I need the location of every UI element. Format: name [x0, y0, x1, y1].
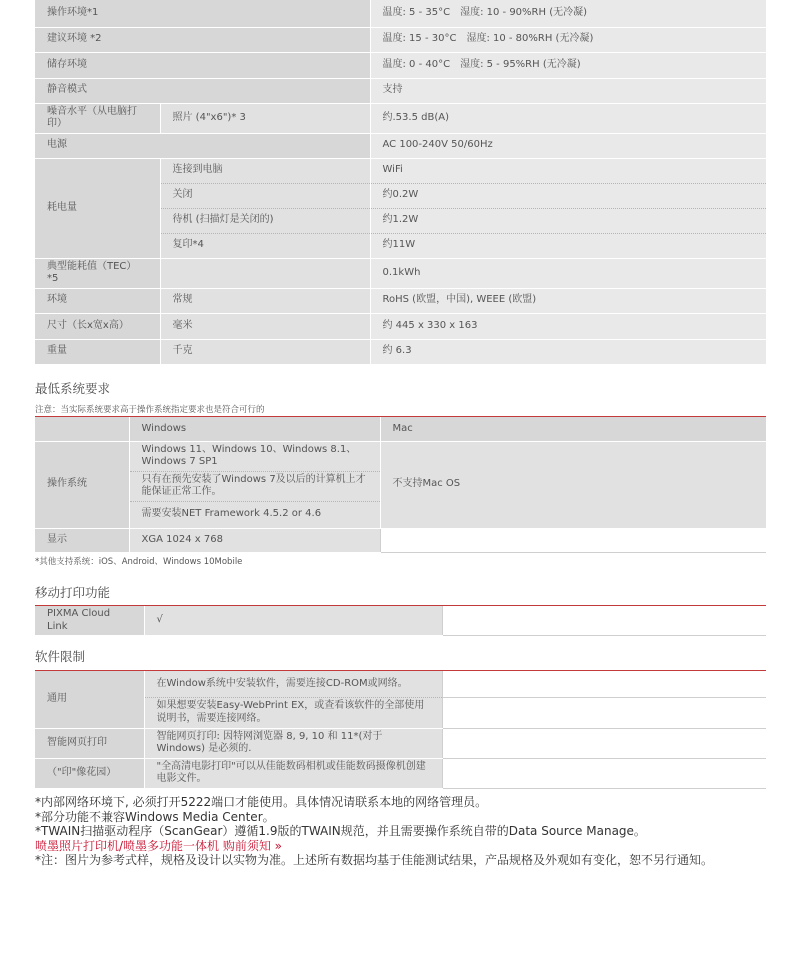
spec-value: WiFi — [370, 158, 766, 183]
smart-web-label: 智能网页打印 — [35, 728, 144, 758]
windows-note: 只有在预先安装了Windows 7及以后的计算机上才能保证正常工作。 — [129, 471, 380, 501]
spec-value: 温度: 5 - 35°C 湿度: 10 - 90%RH (无冷凝) — [370, 0, 766, 27]
sysreq-table — [35, 417, 766, 553]
footer-note: *内部网络环境下, 必须打开5222端口才能使用。具体情况请联系本地的网络管理员。 — [35, 795, 488, 809]
os-label: 操作系统 — [35, 441, 129, 528]
table-row — [35, 758, 766, 788]
windows-versions: Windows 11、Windows 10、Windows 8.1、Windows 7 SP1 — [129, 441, 380, 471]
table-row — [35, 728, 766, 758]
spec-label: 电源 — [35, 133, 370, 158]
table-row — [35, 697, 766, 728]
spec-sublabel: 千克 — [160, 339, 370, 364]
table-row — [35, 528, 766, 552]
spec-value: 约0.2W — [370, 183, 766, 208]
spec-label: 尺寸（长x宽x高） — [35, 313, 160, 339]
table-row — [35, 671, 766, 697]
display-mac-empty — [380, 528, 766, 552]
spec-sublabel: 连接到电脑 — [160, 158, 370, 183]
general-empty-2 — [442, 697, 766, 728]
table-row — [35, 441, 766, 471]
spec-row — [35, 258, 766, 288]
footer-note: *部分功能不兼容Windows Media Center。 — [35, 809, 275, 824]
footer-disclaimer: *注：图片为参考式样，规格及设计以实物为准。上述所有数据均基于佳能测试结果，产品规格及外观如有变化，恕不另行通知。 — [35, 853, 714, 868]
spec-sublabel: 毫米 — [160, 313, 370, 339]
spec-label: 静音模式 — [35, 78, 370, 103]
cloud-link-check: √ — [144, 606, 442, 636]
spec-value: 约.53.5 dB(A) — [370, 103, 766, 133]
table-header-empty — [35, 417, 129, 441]
garden-label: （"印"像花园） — [35, 758, 144, 788]
sysreq-footnote: *其他支持系统：iOS、Android、Windows 10Mobile — [35, 557, 243, 567]
spec-value: RoHS (欧盟，中国), WEEE (欧盟) — [370, 288, 766, 313]
spec-value: 约11W — [370, 233, 766, 258]
spec-value: 约1.2W — [370, 208, 766, 233]
spec-sublabel: 关闭 — [160, 183, 370, 208]
column-header-windows: Windows — [129, 417, 380, 441]
spec-value: AC 100-240V 50/60Hz — [370, 133, 766, 158]
mobile-title: 移动打印功能 — [35, 585, 111, 600]
sysreq-title: 最低系统要求 — [35, 381, 111, 396]
table-row — [35, 417, 766, 441]
spec-value: 0.1kWh — [370, 258, 766, 288]
spec-sublabel — [160, 258, 370, 288]
general-webprint: 如果想要安装Easy-WebPrint EX，或查看该软件的全部使用说明书，需要连接网络。 — [144, 697, 442, 728]
mobile-table — [35, 606, 766, 636]
windows-framework: 需要安装NET Framework 4.5.2 or 4.6 — [129, 501, 380, 528]
footer-note: *TWAIN扫描驱动程序（ScanGear）遵循1.9版的TWAIN规范，并且需要操作系统自带的Data Source Manage。 — [35, 824, 646, 839]
spec-row — [35, 133, 766, 158]
display-label: 显示 — [35, 528, 129, 552]
general-label: 通用 — [35, 671, 144, 728]
spec-label: 操作环境*1 — [35, 0, 370, 27]
mac-support: 不支持Mac OS — [380, 441, 766, 528]
software-title: 软件限制 — [35, 649, 86, 664]
table-row — [35, 606, 766, 636]
spec-label: 噪音水平（从电脑打印） — [35, 103, 160, 133]
spec-value: 约 6.3 — [370, 339, 766, 364]
cloud-link-label: PIXMA Cloud Link — [35, 606, 144, 636]
spec-sublabel: 照片 (4"x6")* 3 — [160, 103, 370, 133]
spec-row — [35, 313, 766, 339]
spec-label: 环境 — [35, 288, 160, 313]
smart-web-empty — [442, 728, 766, 758]
column-header-mac: Mac — [380, 417, 766, 441]
general-install: 在Window系统中安装软件，需要连接CD-ROM或网络。 — [144, 671, 442, 697]
display-value: XGA 1024 x 768 — [129, 528, 380, 552]
spec-row — [35, 103, 766, 133]
spec-table — [35, 0, 766, 365]
sysreq-note: 注意：当实际系统要求高于操作系统指定要求也是符合可行的 — [35, 405, 265, 415]
spec-value: 支持 — [370, 78, 766, 103]
spec-label: 耗电量 — [35, 158, 160, 258]
spec-row — [35, 0, 766, 27]
spec-value: 约 445 x 330 x 163 — [370, 313, 766, 339]
spec-label: 建议环境 *2 — [35, 27, 370, 52]
cloud-link-empty — [442, 606, 766, 636]
purchase-notice-link[interactable]: 喷墨照片打印机/喷墨多功能一体机 购前须知 » — [35, 838, 283, 853]
spec-value: 温度: 0 - 40°C 湿度: 5 - 95%RH (无冷凝) — [370, 52, 766, 78]
spec-label: 储存环境 — [35, 52, 370, 78]
smart-web-value: 智能网页打印: 因特网浏览器 8, 9, 10 和 11*(对于 Windows) 是必须的. — [144, 728, 442, 758]
spec-sublabel: 常规 — [160, 288, 370, 313]
spec-label: 重量 — [35, 339, 160, 364]
spec-row — [35, 78, 766, 103]
spec-label: 典型能耗值（TEC）*5 — [35, 258, 160, 288]
spec-row — [35, 288, 766, 313]
spec-row — [35, 52, 766, 78]
general-empty-1 — [442, 671, 766, 697]
garden-value: "全高清电影打印"可以从佳能数码相机或佳能数码摄像机创建电影文件。 — [144, 758, 442, 788]
software-table — [35, 671, 766, 789]
spec-sublabel: 待机 (扫描灯是关闭的) — [160, 208, 370, 233]
spec-sublabel: 复印*4 — [160, 233, 370, 258]
spec-row — [35, 339, 766, 364]
garden-empty — [442, 758, 766, 788]
spec-value: 温度: 15 - 30°C 湿度: 10 - 80%RH (无冷凝) — [370, 27, 766, 52]
footer-notes — [35, 795, 765, 868]
spec-row — [35, 158, 766, 183]
spec-row — [35, 27, 766, 52]
